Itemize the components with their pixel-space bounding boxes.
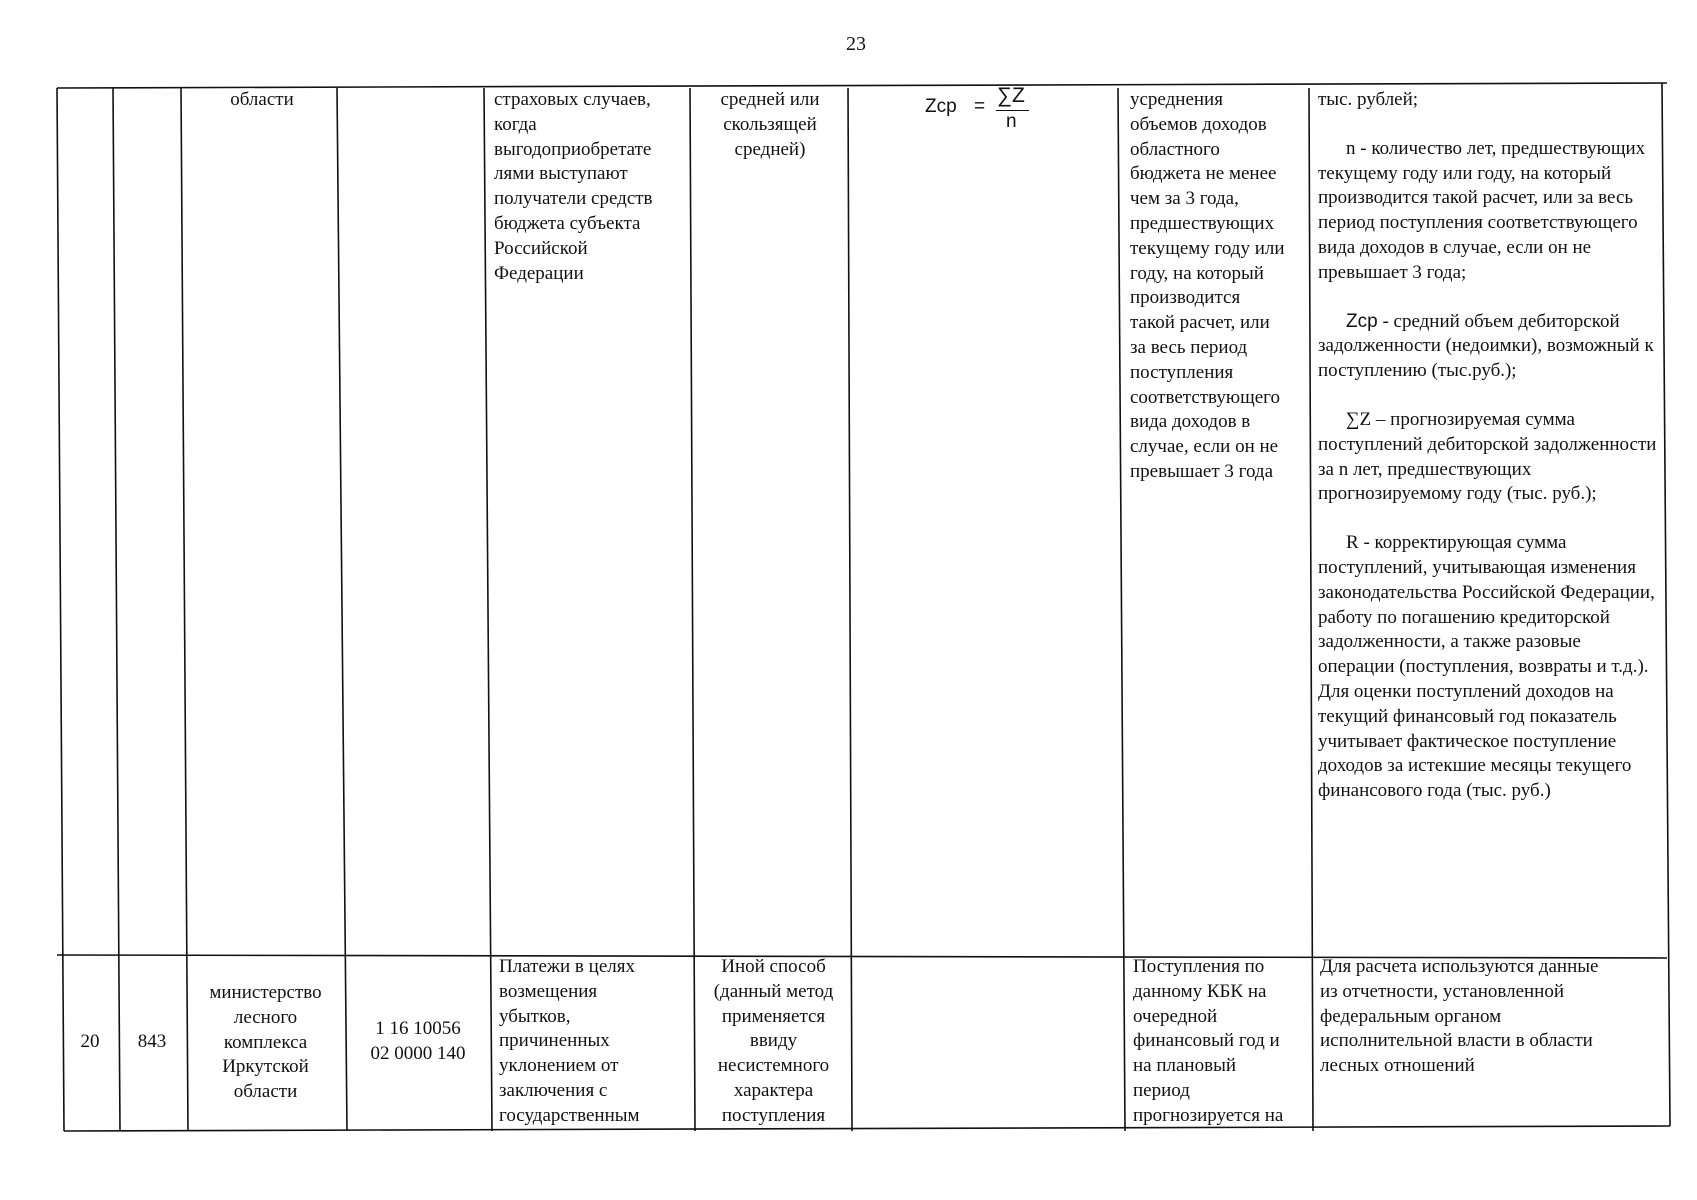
description-zcp-definition: Zcp - средний объем дебиторской задолженности (недоимки), возможный к поступлению (тыс.руб.);: [1318, 310, 1654, 382]
cell-method-continued: средней или скользящей средней): [720, 89, 820, 160]
formula-lhs: Zcp: [925, 96, 957, 117]
formula-equals: =: [974, 96, 986, 117]
cell-row-number: 20: [80, 1031, 100, 1052]
cell-admin-code: 843: [137, 1031, 167, 1052]
description-n-definition: n - количество лет, предшествующих текущему году или году, на который производится такой расчет, или за весь период поступления соответствующего вида доходов в случае, если он не превышает 3 года;: [1318, 137, 1646, 283]
cell-algorithm: Поступления по данному КБК на очередной финансовый год и на плановый период прогнозируется на: [1133, 956, 1284, 1126]
cell-description-continued: [1318, 88, 1661, 804]
formula-zcp: [925, 86, 1045, 136]
cell-description: Для расчета используются данные из отчетности, установленной федеральным органом исполнительной власти в области лесных отношений: [1320, 956, 1599, 1077]
cell-revenue-name: Платежи в целях возмещения убытков, причиненных уклонением от заключения с государственным: [499, 956, 640, 1126]
description-units: тыс. рублей;: [1318, 89, 1419, 110]
cell-admin-continued: области: [230, 89, 294, 110]
cell-algorithm-continued: усреднения объемов доходов областного бюджета не менее чем за 3 года, предшествующих текущему году или году, на который производится такой расчет, или за весь период поступления соответствующего вида доходов в случае, если он не превышает 3 года: [1130, 89, 1285, 482]
description-sumz-definition: ∑Z – прогнозируемая сумма поступлений дебиторской задолженности за n лет, предшествующих прогнозируемому году (тыс. руб.);: [1318, 408, 1657, 505]
cell-name-continued: страховых случаев, когда выгодоприобретате лями выступают получатели средств бюджета субъекта Российской Федерации: [494, 89, 653, 284]
cell-forecast-method: Иной способ (данный метод применяется ввиду несистемного характера поступления: [713, 956, 834, 1126]
cell-admin-name: министерство лесного комплекса Иркутской области: [209, 982, 322, 1103]
description-r-definition: R - корректирующая сумма поступлений, учитывающая изменения законодательства Российской Федерации, работу по погашению кредиторской задолженности, а также разовые операции (поступления, возвраты и т.д.). Для оценки поступлений доходов на текущий финансовый год показатель учитывает фактическое поступление доходов за истекшие месяцы текущего финансового года (тыс. руб.): [1318, 532, 1655, 802]
page-number: 23: [846, 33, 866, 55]
formula-numerator: ∑Z: [997, 84, 1025, 107]
cell-kbk: 1 16 10056 02 0000 140: [370, 1018, 466, 1064]
formula-denominator: n: [1006, 111, 1017, 132]
